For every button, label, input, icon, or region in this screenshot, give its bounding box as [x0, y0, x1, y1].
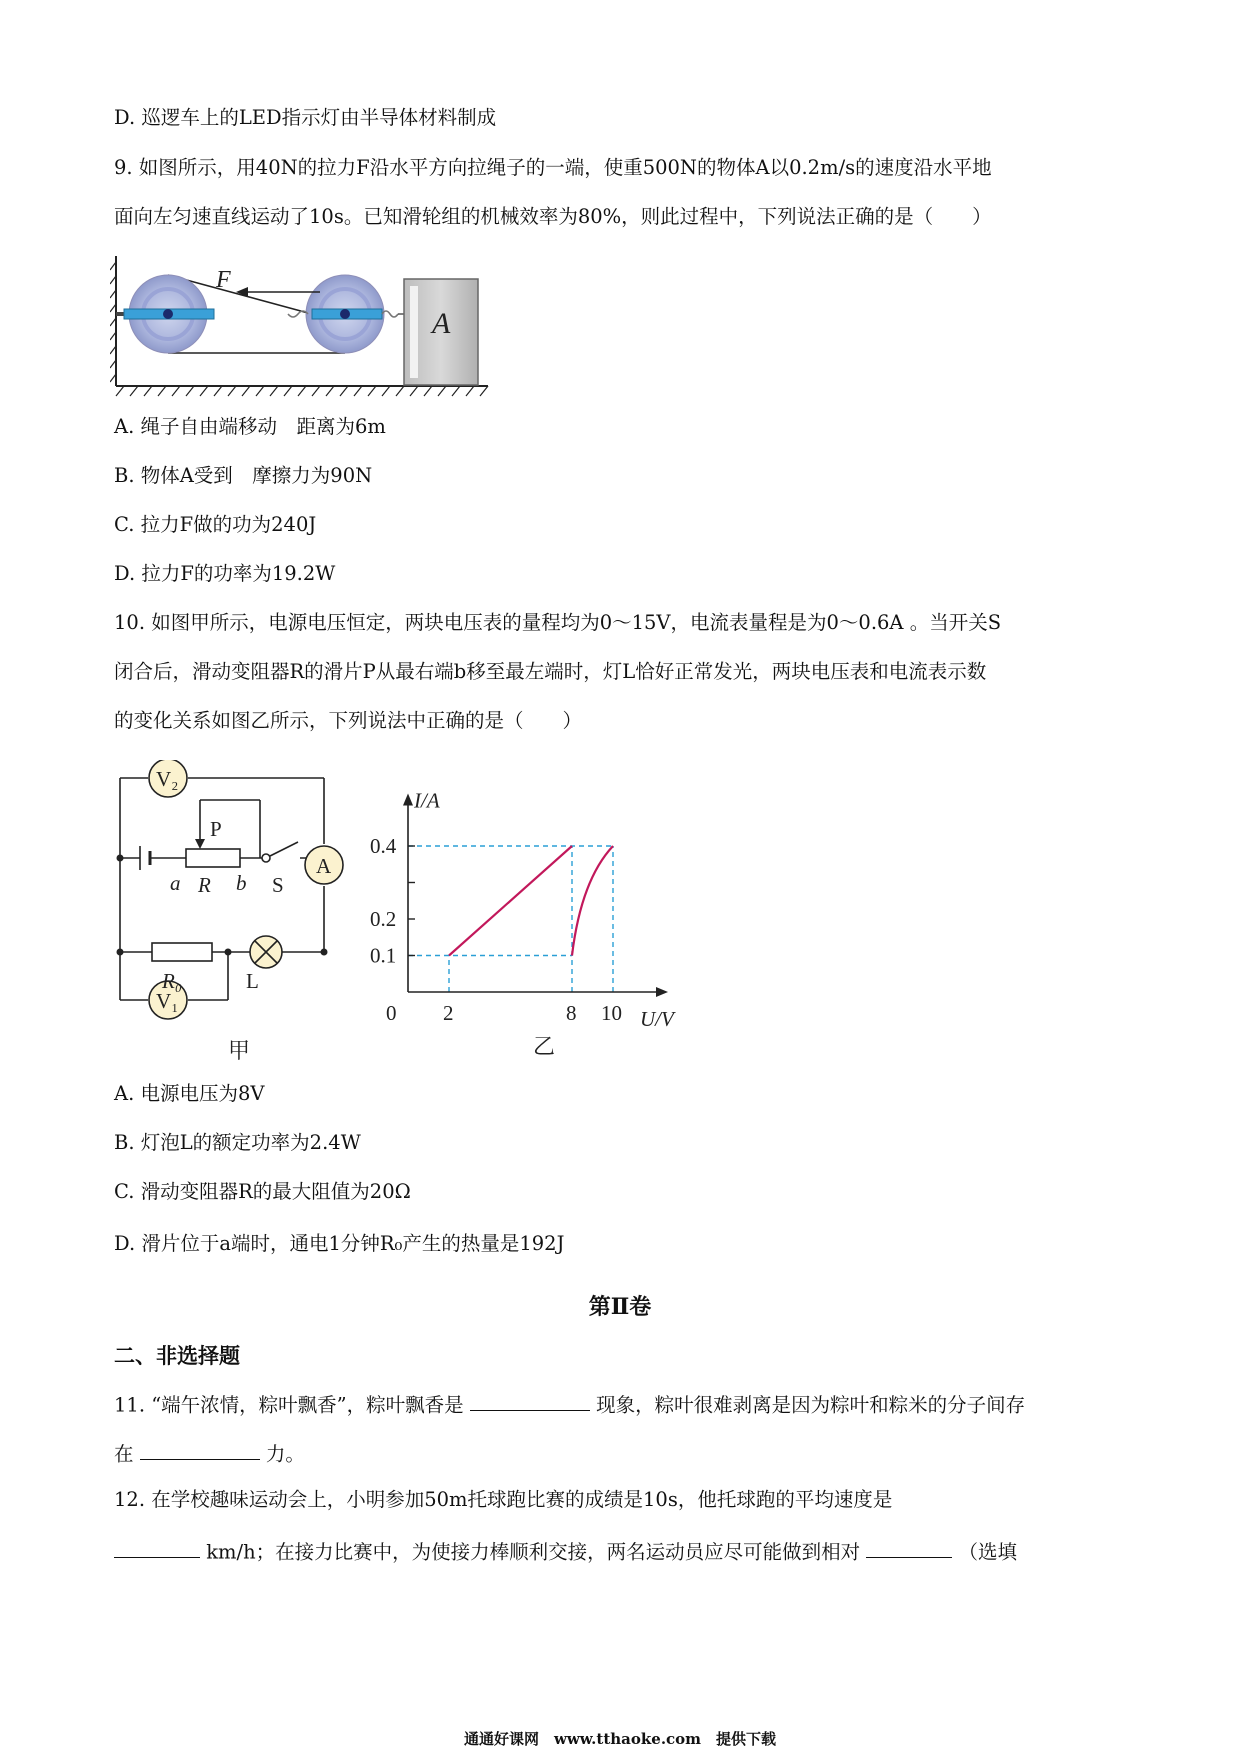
x-tick-label: 2 — [443, 1001, 454, 1025]
chart-caption: 乙 — [533, 1035, 556, 1060]
q9-option-c: C. 拉力F做的功为240J — [114, 513, 317, 536]
q10-circuit-figure — [112, 760, 348, 1062]
y-axis-arrow — [403, 794, 413, 806]
r0-label: R₀ — [162, 969, 183, 993]
q11-text-part3: 在 — [114, 1442, 134, 1466]
q9-option-b: B. 物体A受到 摩擦力为90N — [114, 464, 373, 487]
q8-option-d: D. 巡逻车上的LED指示灯由半导体材料制成 — [114, 106, 497, 129]
q10-stem-line3: 的变化关系如图乙所示，下列说法中正确的是（ ） — [114, 709, 583, 732]
q10-option-d: D. 滑片位于a端时，通电1分钟R₀产生的热量是192J — [114, 1232, 565, 1255]
y-axis-title: I/A — [414, 788, 440, 813]
q11-blank-1[interactable] — [470, 1390, 590, 1411]
q12-text-part2: km/h；在接力比赛中，为使接力棒顺利交接，两名运动员应尽可能做到相对 — [206, 1540, 861, 1564]
q12-line1: 12. 在学校趣味运动会上，小明参加50m托球跑比赛的成绩是10s，他托球跑的平均速度是 — [114, 1488, 893, 1511]
q11-text-part4: 力。 — [265, 1442, 305, 1466]
y-tick-label: 0.2 — [370, 907, 397, 931]
x-tick-label: 0 — [386, 1001, 397, 1025]
q9-option-a: A. 绳子自由端移动 距离为6m — [114, 415, 386, 438]
q11-text-part1: 11. “端午浓情，粽叶飘香”，粽叶飘香是 — [114, 1393, 464, 1417]
q10-option-c: C. 滑动变阻器R的最大阻值为20Ω — [114, 1180, 411, 1203]
x-tick-label: 10 — [601, 1001, 622, 1025]
v1-label: V₁ — [156, 989, 179, 1013]
q9-option-d: D. 拉力F的功率为19.2W — [114, 562, 336, 585]
section-heading: 二、非选择题 — [114, 1343, 240, 1368]
ammeter-label: A — [316, 854, 332, 878]
force-label: F — [216, 267, 231, 293]
q12-text-part3: （选填 — [958, 1540, 1018, 1564]
q11-line2 — [114, 1439, 305, 1466]
q11-line1 — [114, 1390, 1025, 1417]
q12-line2 — [114, 1537, 1017, 1564]
ground-hatch — [116, 386, 488, 396]
q10-stem-line1: 10. 如图甲所示，电源电压恒定，两块电压表的量程均为0～15V，电流表量程是为0～0.6A 。当开关S — [114, 611, 1002, 634]
end-b-label: b — [236, 871, 247, 895]
q10-iu-chart — [360, 760, 720, 1060]
q9-stem-line2: 面向左匀速直线运动了10s。已知滑轮组的机械效率为80%，则此过程中，下列说法正确的是（ ） — [114, 205, 992, 228]
q9-pulley-figure — [110, 250, 495, 398]
q12-blank-1[interactable] — [114, 1537, 200, 1558]
x-axis-title: U/V — [640, 1007, 674, 1031]
series-linear — [449, 846, 572, 956]
q11-text-part2: 现象，粽叶很难剥离是因为粽叶和粽米的分子间存 — [596, 1393, 1026, 1417]
q10-option-a: A. 电源电压为8V — [114, 1082, 265, 1105]
q11-blank-2[interactable] — [140, 1439, 260, 1460]
block-label: A — [432, 307, 451, 340]
q9-stem-line1: 9. 如图所示，用40N的拉力F沿水平方向拉绳子的一端，使重500N的物体A以0.2m/s的速度沿水平地 — [114, 156, 992, 179]
x-axis-arrow — [656, 987, 668, 997]
v2-label: V₂ — [156, 767, 179, 791]
q10-option-b: B. 灯泡L的额定功率为2.4W — [114, 1131, 361, 1154]
end-a-label: a — [170, 871, 181, 895]
y-tick-label: 0.4 — [370, 834, 397, 858]
volume-title: 第Ⅱ卷 — [588, 1294, 652, 1320]
x-tick-label: 8 — [566, 1001, 577, 1025]
lamp-label: L — [246, 969, 259, 993]
slider-label: P — [210, 817, 222, 841]
y-tick-label: 0.1 — [370, 943, 397, 968]
q10-stem-line2: 闭合后，滑动变阻器R的滑片P从最右端b移至最左端时，灯L恰好正常发光，两块电压表和电流表示数 — [114, 660, 987, 683]
page-footer: 通通好课网 www.tthaoke.com 提供下载 — [463, 1730, 777, 1748]
series-curve — [572, 846, 613, 956]
q12-blank-2[interactable] — [866, 1537, 952, 1558]
rheostat-label: R — [198, 873, 211, 897]
circuit-caption: 甲 — [228, 1039, 251, 1062]
switch-label: S — [272, 873, 284, 897]
